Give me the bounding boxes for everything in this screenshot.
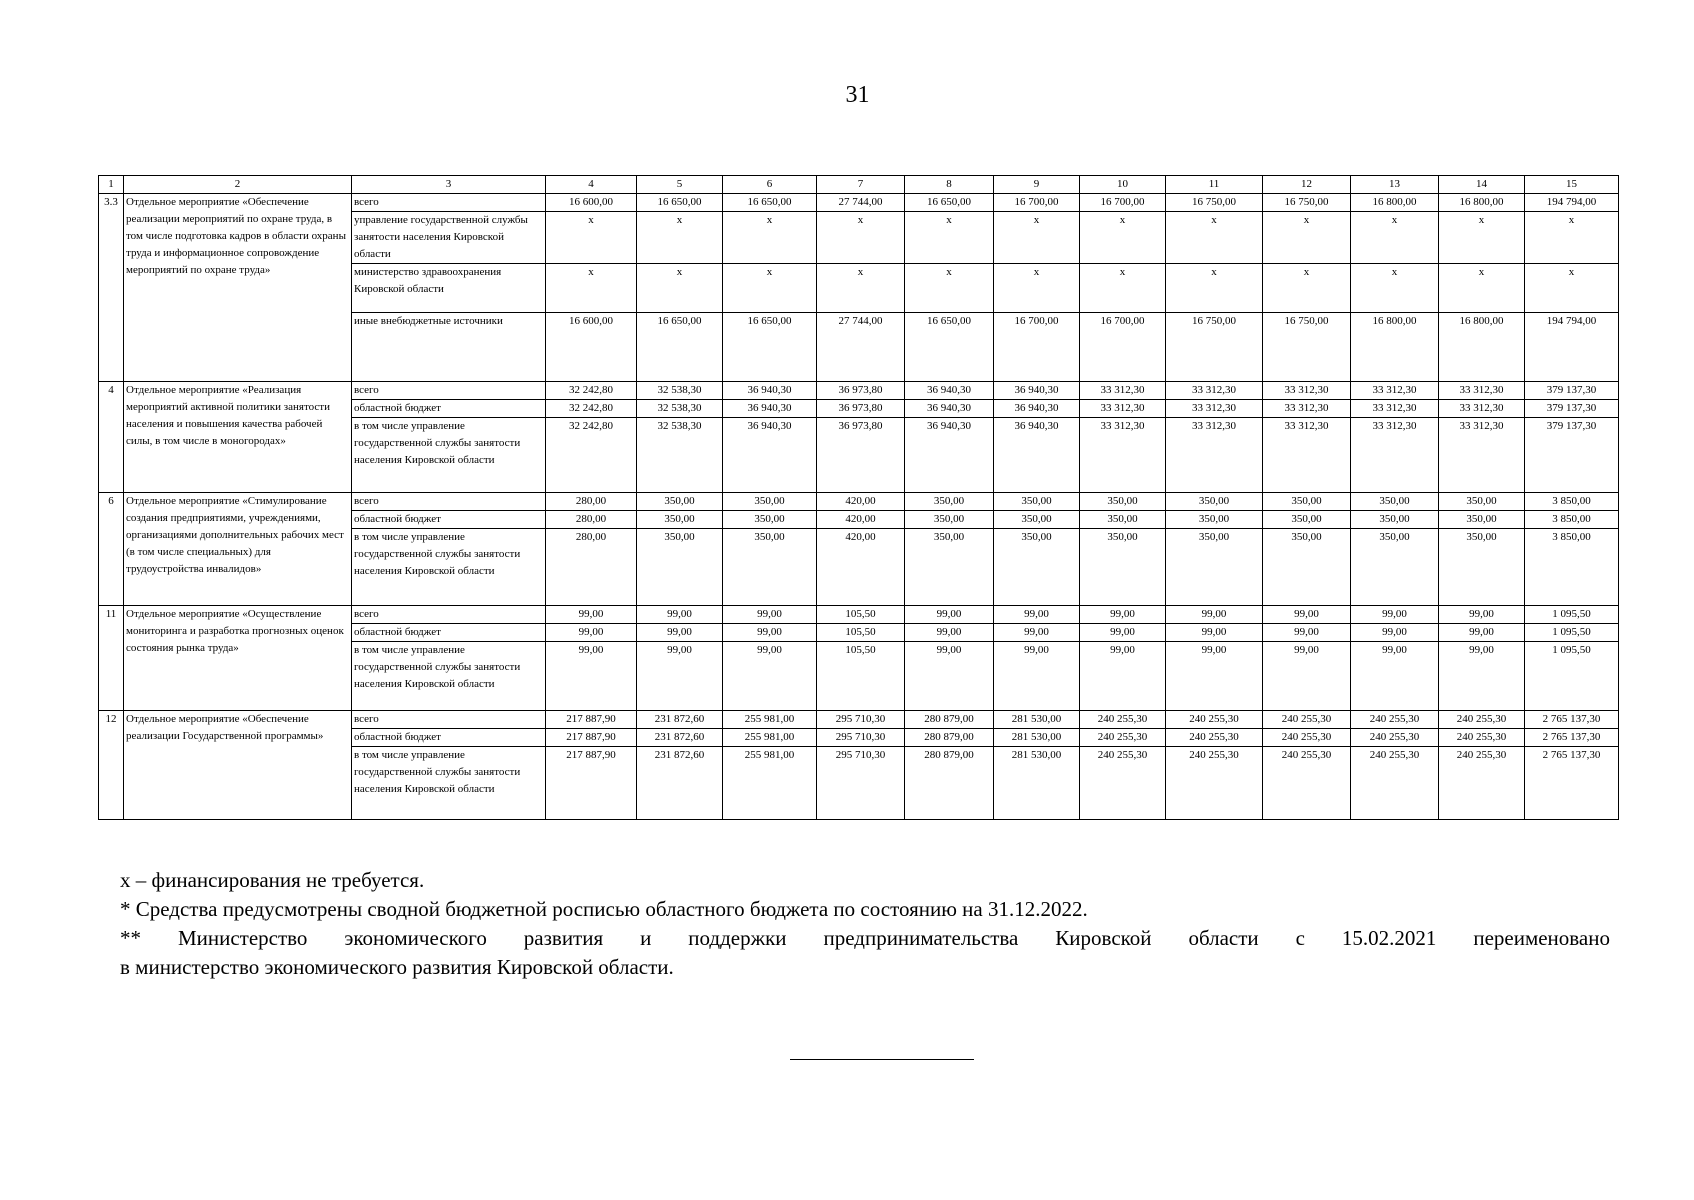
value-cell: 350,00 <box>1166 529 1263 606</box>
value-cell: 99,00 <box>905 642 994 711</box>
value-cell: 27 744,00 <box>817 313 905 382</box>
value-cell: 16 800,00 <box>1439 194 1525 212</box>
value-cell: x <box>1439 212 1525 264</box>
value-cell: 99,00 <box>1080 642 1166 711</box>
value-cell: 36 940,30 <box>994 418 1080 493</box>
value-cell: 99,00 <box>1166 642 1263 711</box>
table-row <box>99 382 1619 400</box>
value-cell: 99,00 <box>637 642 723 711</box>
value-cell: x <box>817 212 905 264</box>
value-cell: 350,00 <box>905 493 994 511</box>
value-cell: 194 794,00 <box>1525 313 1619 382</box>
value-cell: x <box>1080 264 1166 313</box>
value-cell: 99,00 <box>1351 642 1439 711</box>
value-cell: 231 872,60 <box>637 747 723 820</box>
footnote-star: * Средства предусмотрены сводной бюджетной росписью областного бюджета по состоянию на 31.12.2022. <box>120 897 1088 921</box>
table-body <box>99 176 1619 820</box>
funding-source-cell: всего <box>352 711 546 729</box>
value-cell: 350,00 <box>1263 529 1351 606</box>
value-cell: 240 255,30 <box>1351 747 1439 820</box>
value-cell: x <box>723 212 817 264</box>
row-number-cell: 4 <box>99 382 124 493</box>
value-cell: x <box>1351 212 1439 264</box>
value-cell: 99,00 <box>905 606 994 624</box>
value-cell: x <box>905 264 994 313</box>
value-cell: 32 538,30 <box>637 382 723 400</box>
value-cell: x <box>1263 212 1351 264</box>
value-cell: 36 940,30 <box>905 418 994 493</box>
funding-source-cell: управление государственной службы занятости населения Кировской области <box>352 212 546 264</box>
value-cell: 105,50 <box>817 642 905 711</box>
table-row <box>99 711 1619 729</box>
header-cell: 10 <box>1080 176 1166 194</box>
value-cell: 350,00 <box>1439 529 1525 606</box>
value-cell: 16 700,00 <box>1080 194 1166 212</box>
value-cell: 350,00 <box>1080 529 1166 606</box>
row-number-cell: 11 <box>99 606 124 711</box>
value-cell: 99,00 <box>1166 606 1263 624</box>
value-cell: x <box>546 264 637 313</box>
value-cell: 240 255,30 <box>1439 711 1525 729</box>
value-cell: 99,00 <box>723 624 817 642</box>
header-row <box>99 176 1619 194</box>
value-cell: 350,00 <box>905 529 994 606</box>
value-cell: 33 312,30 <box>1166 382 1263 400</box>
value-cell: 99,00 <box>1166 624 1263 642</box>
value-cell: 350,00 <box>994 511 1080 529</box>
value-cell: x <box>905 212 994 264</box>
value-cell: 32 538,30 <box>637 400 723 418</box>
header-cell: 1 <box>99 176 124 194</box>
value-cell: 33 312,30 <box>1080 418 1166 493</box>
header-cell: 8 <box>905 176 994 194</box>
value-cell: 295 710,30 <box>817 747 905 820</box>
value-cell: 16 650,00 <box>905 313 994 382</box>
value-cell: 99,00 <box>994 642 1080 711</box>
value-cell: 240 255,30 <box>1166 747 1263 820</box>
value-cell: x <box>637 264 723 313</box>
funding-source-cell: областной бюджет <box>352 511 546 529</box>
value-cell: 99,00 <box>546 642 637 711</box>
value-cell: 16 800,00 <box>1351 194 1439 212</box>
measure-title-cell: Отдельное мероприятие «Стимулирование создания предприятиями, учреждениями, организациями дополнительных рабочих мест (в том числе специальных) для трудоустройства инвалидов» <box>124 493 352 606</box>
funding-source-cell: в том числе управление государственной службы занятости населения Кировской области <box>352 418 546 493</box>
header-cell: 7 <box>817 176 905 194</box>
value-cell: x <box>723 264 817 313</box>
value-cell: 350,00 <box>1439 511 1525 529</box>
value-cell: 420,00 <box>817 493 905 511</box>
funding-source-cell: областной бюджет <box>352 729 546 747</box>
footnotes <box>120 866 1610 982</box>
value-cell: 350,00 <box>1439 493 1525 511</box>
value-cell: 99,00 <box>994 624 1080 642</box>
header-cell: 14 <box>1439 176 1525 194</box>
value-cell: 33 312,30 <box>1439 400 1525 418</box>
header-cell: 3 <box>352 176 546 194</box>
value-cell: 295 710,30 <box>817 711 905 729</box>
end-divider-line <box>790 1059 974 1060</box>
value-cell: x <box>1080 212 1166 264</box>
value-cell: 33 312,30 <box>1351 400 1439 418</box>
value-cell: 16 750,00 <box>1263 313 1351 382</box>
value-cell: x <box>1525 212 1619 264</box>
value-cell: 27 744,00 <box>817 194 905 212</box>
table-row <box>99 194 1619 212</box>
value-cell: 36 973,80 <box>817 382 905 400</box>
value-cell: 1 095,50 <box>1525 624 1619 642</box>
value-cell: 255 981,00 <box>723 747 817 820</box>
value-cell: 1 095,50 <box>1525 642 1619 711</box>
value-cell: 16 700,00 <box>1080 313 1166 382</box>
value-cell: 3 850,00 <box>1525 511 1619 529</box>
header-cell: 13 <box>1351 176 1439 194</box>
value-cell: 33 312,30 <box>1166 418 1263 493</box>
value-cell: 33 312,30 <box>1351 382 1439 400</box>
value-cell: 240 255,30 <box>1166 729 1263 747</box>
value-cell: 99,00 <box>546 624 637 642</box>
funding-source-cell: всего <box>352 493 546 511</box>
value-cell: 36 940,30 <box>994 382 1080 400</box>
value-cell: 99,00 <box>1080 624 1166 642</box>
value-cell: 105,50 <box>817 624 905 642</box>
value-cell: 36 940,30 <box>723 400 817 418</box>
value-cell: x <box>1166 212 1263 264</box>
value-cell: 99,00 <box>1351 624 1439 642</box>
value-cell: 16 600,00 <box>546 313 637 382</box>
value-cell: 379 137,30 <box>1525 418 1619 493</box>
measure-title-cell: Отдельное мероприятие «Реализация мероприятий активной политики занятости населения и повышения качества рабочей силы, в том числе в моногородах» <box>124 382 352 493</box>
value-cell: 99,00 <box>1351 606 1439 624</box>
value-cell: x <box>1263 264 1351 313</box>
value-cell: 33 312,30 <box>1439 418 1525 493</box>
value-cell: 16 750,00 <box>1166 313 1263 382</box>
value-cell: 33 312,30 <box>1080 400 1166 418</box>
value-cell: 99,00 <box>1263 606 1351 624</box>
value-cell: 280,00 <box>546 511 637 529</box>
value-cell: 2 765 137,30 <box>1525 747 1619 820</box>
value-cell: 33 312,30 <box>1351 418 1439 493</box>
value-cell: 231 872,60 <box>637 729 723 747</box>
value-cell: 36 940,30 <box>905 400 994 418</box>
value-cell: 33 312,30 <box>1263 382 1351 400</box>
value-cell: 231 872,60 <box>637 711 723 729</box>
value-cell: 350,00 <box>723 529 817 606</box>
value-cell: 99,00 <box>1080 606 1166 624</box>
value-cell: 420,00 <box>817 511 905 529</box>
value-cell: x <box>637 212 723 264</box>
funding-source-cell: всего <box>352 382 546 400</box>
value-cell: 99,00 <box>1263 642 1351 711</box>
value-cell: 99,00 <box>546 606 637 624</box>
value-cell: 99,00 <box>1439 624 1525 642</box>
value-cell: 350,00 <box>905 511 994 529</box>
value-cell: x <box>994 264 1080 313</box>
value-cell: 1 095,50 <box>1525 606 1619 624</box>
header-cell: 12 <box>1263 176 1351 194</box>
value-cell: 350,00 <box>1080 493 1166 511</box>
value-cell: 240 255,30 <box>1080 711 1166 729</box>
footnote-double-star-line1: ** Министерство экономического развития и поддержки предпринимательства Кировской области с 15.02.2021 переименовано <box>120 926 1610 950</box>
header-cell: 4 <box>546 176 637 194</box>
header-cell: 9 <box>994 176 1080 194</box>
value-cell: 350,00 <box>723 493 817 511</box>
value-cell: 36 940,30 <box>905 382 994 400</box>
value-cell: 36 973,80 <box>817 400 905 418</box>
value-cell: 16 800,00 <box>1351 313 1439 382</box>
row-number-cell: 3.3 <box>99 194 124 382</box>
value-cell: 217 887,90 <box>546 711 637 729</box>
value-cell: 350,00 <box>723 511 817 529</box>
value-cell: 16 650,00 <box>723 194 817 212</box>
value-cell: 379 137,30 <box>1525 400 1619 418</box>
header-cell: 6 <box>723 176 817 194</box>
value-cell: 36 973,80 <box>817 418 905 493</box>
value-cell: 350,00 <box>1080 511 1166 529</box>
row-number-cell: 12 <box>99 711 124 820</box>
value-cell: 240 255,30 <box>1263 711 1351 729</box>
row-number-cell: 6 <box>99 493 124 606</box>
table-row <box>99 606 1619 624</box>
header-cell: 5 <box>637 176 723 194</box>
funding-source-cell: всего <box>352 194 546 212</box>
value-cell: 240 255,30 <box>1263 729 1351 747</box>
value-cell: 240 255,30 <box>1080 747 1166 820</box>
value-cell: 33 312,30 <box>1263 400 1351 418</box>
value-cell: x <box>1351 264 1439 313</box>
value-cell: 350,00 <box>1166 493 1263 511</box>
footnote-double-star-line2: в министерство экономического развития Кировской области. <box>120 955 674 979</box>
value-cell: 350,00 <box>637 529 723 606</box>
value-cell: 16 650,00 <box>905 194 994 212</box>
measure-title-cell: Отдельное мероприятие «Обеспечение реализации мероприятий по охране труда, в том числе подготовка кадров в области охраны труда и информационное сопровождение мероприятий по охране труда» <box>124 194 352 382</box>
value-cell: 33 312,30 <box>1166 400 1263 418</box>
value-cell: 32 242,80 <box>546 382 637 400</box>
funding-source-cell: областной бюджет <box>352 400 546 418</box>
footnote-x: x – финансирования не требуется. <box>120 868 425 892</box>
value-cell: x <box>1525 264 1619 313</box>
value-cell: 32 538,30 <box>637 418 723 493</box>
value-cell: 99,00 <box>637 624 723 642</box>
funding-source-cell: министерство здравоохранения Кировской области <box>352 264 546 313</box>
value-cell: 36 940,30 <box>994 400 1080 418</box>
table-row <box>99 493 1619 511</box>
value-cell: 2 765 137,30 <box>1525 711 1619 729</box>
value-cell: 16 800,00 <box>1439 313 1525 382</box>
value-cell: 240 255,30 <box>1351 729 1439 747</box>
value-cell: x <box>817 264 905 313</box>
value-cell: 350,00 <box>637 493 723 511</box>
value-cell: 280 879,00 <box>905 729 994 747</box>
value-cell: 240 255,30 <box>1263 747 1351 820</box>
value-cell: 16 650,00 <box>637 313 723 382</box>
value-cell: 295 710,30 <box>817 729 905 747</box>
header-cell: 15 <box>1525 176 1619 194</box>
funding-source-cell: в том числе управление государственной службы занятости населения Кировской области <box>352 529 546 606</box>
budget-table <box>98 175 1619 820</box>
value-cell: 280 879,00 <box>905 711 994 729</box>
funding-source-cell: всего <box>352 606 546 624</box>
value-cell: 350,00 <box>637 511 723 529</box>
value-cell: 194 794,00 <box>1525 194 1619 212</box>
funding-source-cell: в том числе управление государственной службы занятости населения Кировской области <box>352 747 546 820</box>
funding-source-cell: иные внебюджетные источники <box>352 313 546 382</box>
measure-title-cell: Отдельное мероприятие «Осуществление мониторинга и разработка прогнозных оценок состояния рынка труда» <box>124 606 352 711</box>
value-cell: 33 312,30 <box>1080 382 1166 400</box>
value-cell: 350,00 <box>1351 529 1439 606</box>
value-cell: 240 255,30 <box>1351 711 1439 729</box>
value-cell: 99,00 <box>723 606 817 624</box>
value-cell: 99,00 <box>994 606 1080 624</box>
value-cell: 240 255,30 <box>1080 729 1166 747</box>
value-cell: 379 137,30 <box>1525 382 1619 400</box>
value-cell: 99,00 <box>637 606 723 624</box>
measure-title-cell: Отдельное мероприятие «Обеспечение реализации Государственной программы» <box>124 711 352 820</box>
value-cell: 350,00 <box>994 493 1080 511</box>
value-cell: 16 750,00 <box>1166 194 1263 212</box>
value-cell: 99,00 <box>723 642 817 711</box>
value-cell: 350,00 <box>1263 511 1351 529</box>
value-cell: 350,00 <box>1263 493 1351 511</box>
value-cell: 281 530,00 <box>994 729 1080 747</box>
value-cell: 280,00 <box>546 493 637 511</box>
funding-source-cell: областной бюджет <box>352 624 546 642</box>
header-cell: 2 <box>124 176 352 194</box>
value-cell: 33 312,30 <box>1263 418 1351 493</box>
value-cell: 36 940,30 <box>723 382 817 400</box>
value-cell: 280 879,00 <box>905 747 994 820</box>
value-cell: 280,00 <box>546 529 637 606</box>
value-cell: 217 887,90 <box>546 747 637 820</box>
value-cell: 33 312,30 <box>1439 382 1525 400</box>
value-cell: 350,00 <box>1351 511 1439 529</box>
value-cell: 350,00 <box>994 529 1080 606</box>
value-cell: 255 981,00 <box>723 729 817 747</box>
page-number: 31 <box>845 82 870 108</box>
value-cell: 16 600,00 <box>546 194 637 212</box>
value-cell: 16 750,00 <box>1263 194 1351 212</box>
value-cell: 217 887,90 <box>546 729 637 747</box>
value-cell: 99,00 <box>1439 606 1525 624</box>
value-cell: 255 981,00 <box>723 711 817 729</box>
value-cell: x <box>546 212 637 264</box>
value-cell: 240 255,30 <box>1439 747 1525 820</box>
value-cell: 240 255,30 <box>1439 729 1525 747</box>
value-cell: 105,50 <box>817 606 905 624</box>
value-cell: 240 255,30 <box>1166 711 1263 729</box>
value-cell: 350,00 <box>1166 511 1263 529</box>
value-cell: 16 650,00 <box>637 194 723 212</box>
value-cell: x <box>994 212 1080 264</box>
value-cell: 281 530,00 <box>994 711 1080 729</box>
value-cell: 32 242,80 <box>546 400 637 418</box>
value-cell: 16 700,00 <box>994 313 1080 382</box>
value-cell: 32 242,80 <box>546 418 637 493</box>
value-cell: 99,00 <box>1439 642 1525 711</box>
value-cell: 350,00 <box>1351 493 1439 511</box>
value-cell: 420,00 <box>817 529 905 606</box>
value-cell: x <box>1439 264 1525 313</box>
funding-source-cell: в том числе управление государственной службы занятости населения Кировской области <box>352 642 546 711</box>
header-cell: 11 <box>1166 176 1263 194</box>
value-cell: 3 850,00 <box>1525 493 1619 511</box>
value-cell: 2 765 137,30 <box>1525 729 1619 747</box>
value-cell: 3 850,00 <box>1525 529 1619 606</box>
budget-table-wrapper <box>98 175 1619 820</box>
value-cell: 36 940,30 <box>723 418 817 493</box>
value-cell: 99,00 <box>1263 624 1351 642</box>
value-cell: 281 530,00 <box>994 747 1080 820</box>
value-cell: 99,00 <box>905 624 994 642</box>
value-cell: 16 650,00 <box>723 313 817 382</box>
value-cell: x <box>1166 264 1263 313</box>
value-cell: 16 700,00 <box>994 194 1080 212</box>
